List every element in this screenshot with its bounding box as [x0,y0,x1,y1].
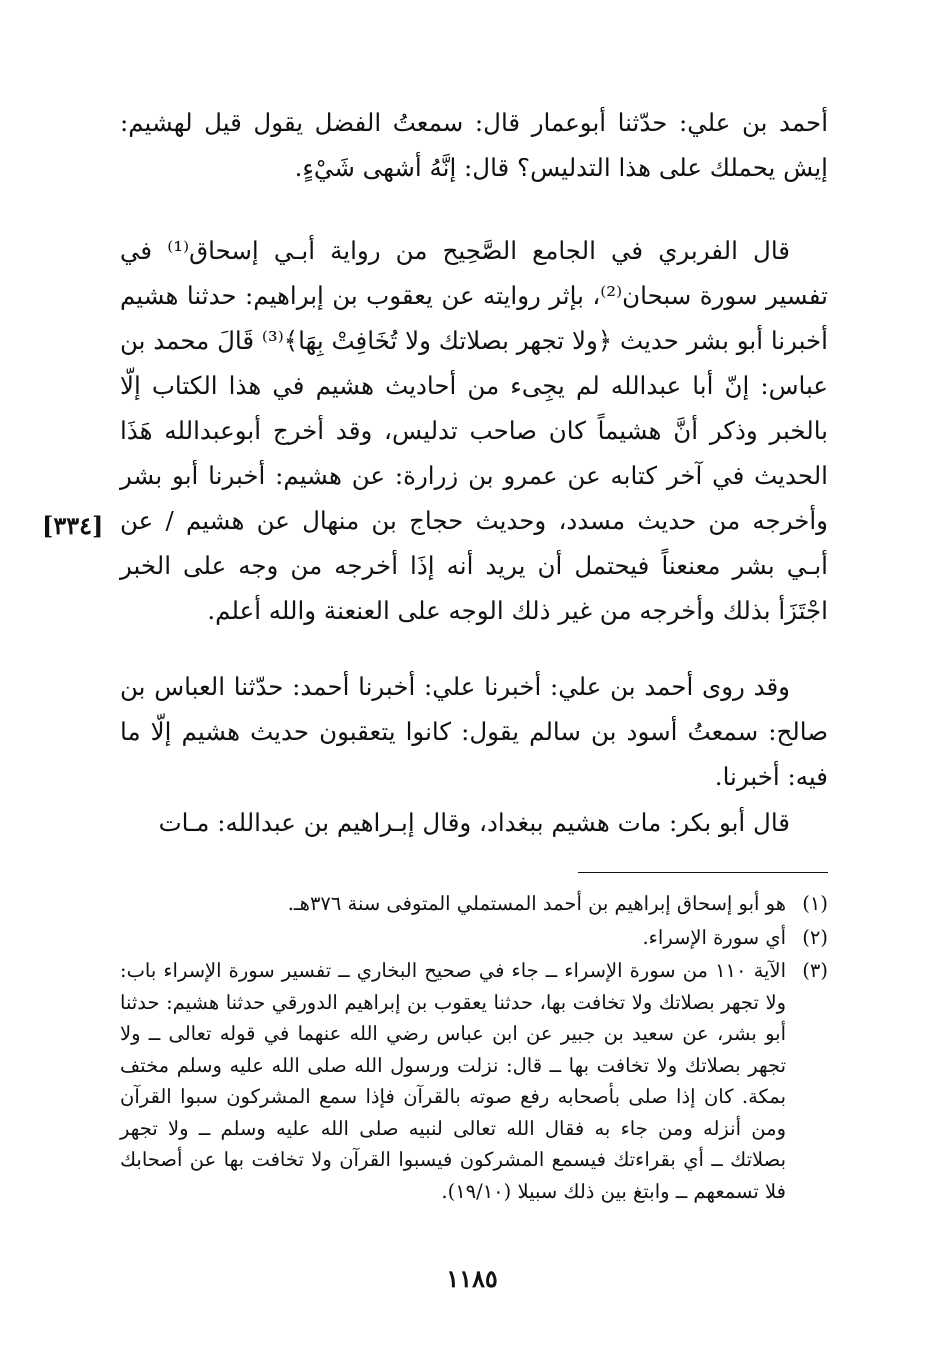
footnote-text: هو أبو إسحاق إبراهيم بن أحمد المستملي المتوفى سنة ٣٧٦هـ. [287,892,786,915]
footnote-2 [120,922,828,954]
manuscript-page-marker: [٣٣٤] [42,511,104,540]
footnote-text: أي سورة الإسراء. [642,925,786,949]
footnote-text: الآية ١١٠ من سورة الإسراء ــ جاء في صحيح البخاري ــ تفسير سورة الإسراء باب: ولا تجهر بصلاتك ولا تخافت بها، حدثنا يعقوب بن إبراهيم الدورقي حدثنا هشيم: حدثنا أبو بشر، عن سعيد بن جبير عن ابن عباس رضي الله عنهما في قوله تعالى ــ ولا تجهر بصلاتك ولا تخافت بها ــ قال: نزلت ورسول الله صلى الله عليه وسلم مختف بمكة. كان إذا صلى بأصحابه رفع صوته بالقرآن فإذا سمع المشركون سبوا القرآن ومن أنزله ومن جاء به فقال الله تعالى لنبيه صلى الله عليه وسلم ــ ولا تجهر بصلاتك ــ أي بقراءتك فيسمع المشركون فيسبوا القرآن ولا تخافت بها عن أصحابك فلا تسمعهم ــ وابتغ بين ذلك سبيلا (١٩/١٠). [120,959,786,1203]
footnote-1 [120,888,828,920]
paragraph-3: وقد روى أحمد بن علي: أخبرنا علي: أخبرنا أحمد: حدّثنا العباس بن صالح: سمعتُ أسود بن سالم يقول: كانوا يتعقبون حديث هشيم إلّا ما فيه: أخبرنا. [120,672,828,791]
footnote-number: (٢) [802,925,828,949]
footnote-number: (١) [802,892,828,915]
footnote-3 [120,955,828,1207]
paragraph-4: قال أبو بكر: مات هشيم ببغداد، وقال إبـراهيم بن عبدالله: مـات [158,808,790,837]
footnotes-section [120,888,828,1207]
page-number: ١١٨٥ [446,1264,498,1293]
paragraph-2: قال الفربري في الجامع الصَّحِيح من رواية أبـي إسحاق⁽¹⁾ في تفسير سورة سبحان⁽²⁾، بإثر روايته عن يعقوب بن إبراهيم: حدثنا هشيم أخبرنا أبو بشر حديث ﴿ولا تجهر بصلاتك ولا تُخَافِتْ بِهَا﴾⁽³⁾ قَالَ محمد بن عباس: إنّ أبا عبدالله لم يجِىء من أحاديث هشيم في هذا الكتاب إلّا بالخبر وذكر أنَّ هشيماً كان صاحب تدليس، وقد أخرج أبوعبدالله هَذَا الحديث في آخر كتابه عن عمرو بن زرارة: عن هشيم: أخبرنا أبو بشر وأخرجه من حديث مسدد، وحديث حجاج بن منهال عن هشيم / عن أبـي بشر معنعناً فيحتمل أن يريد أنه إذَا أخرجه من وجه على الخبر اجْتَزَأ بذلك وأخرجه من غير ذلك الوجه على العنعنة والله أعلم. [120,236,828,625]
footnote-number: (٣) [802,959,828,982]
paragraph-1: أحمد بن علي: حدّثنا أبوعمار قال: سمعتُ الفضل يقول قيل لهشيم: إيش يحملك على هذا التدليس؟ قال: إنَّهُ أشهى شَيْءٍ. [120,108,828,182]
footnote-divider [578,872,828,873]
